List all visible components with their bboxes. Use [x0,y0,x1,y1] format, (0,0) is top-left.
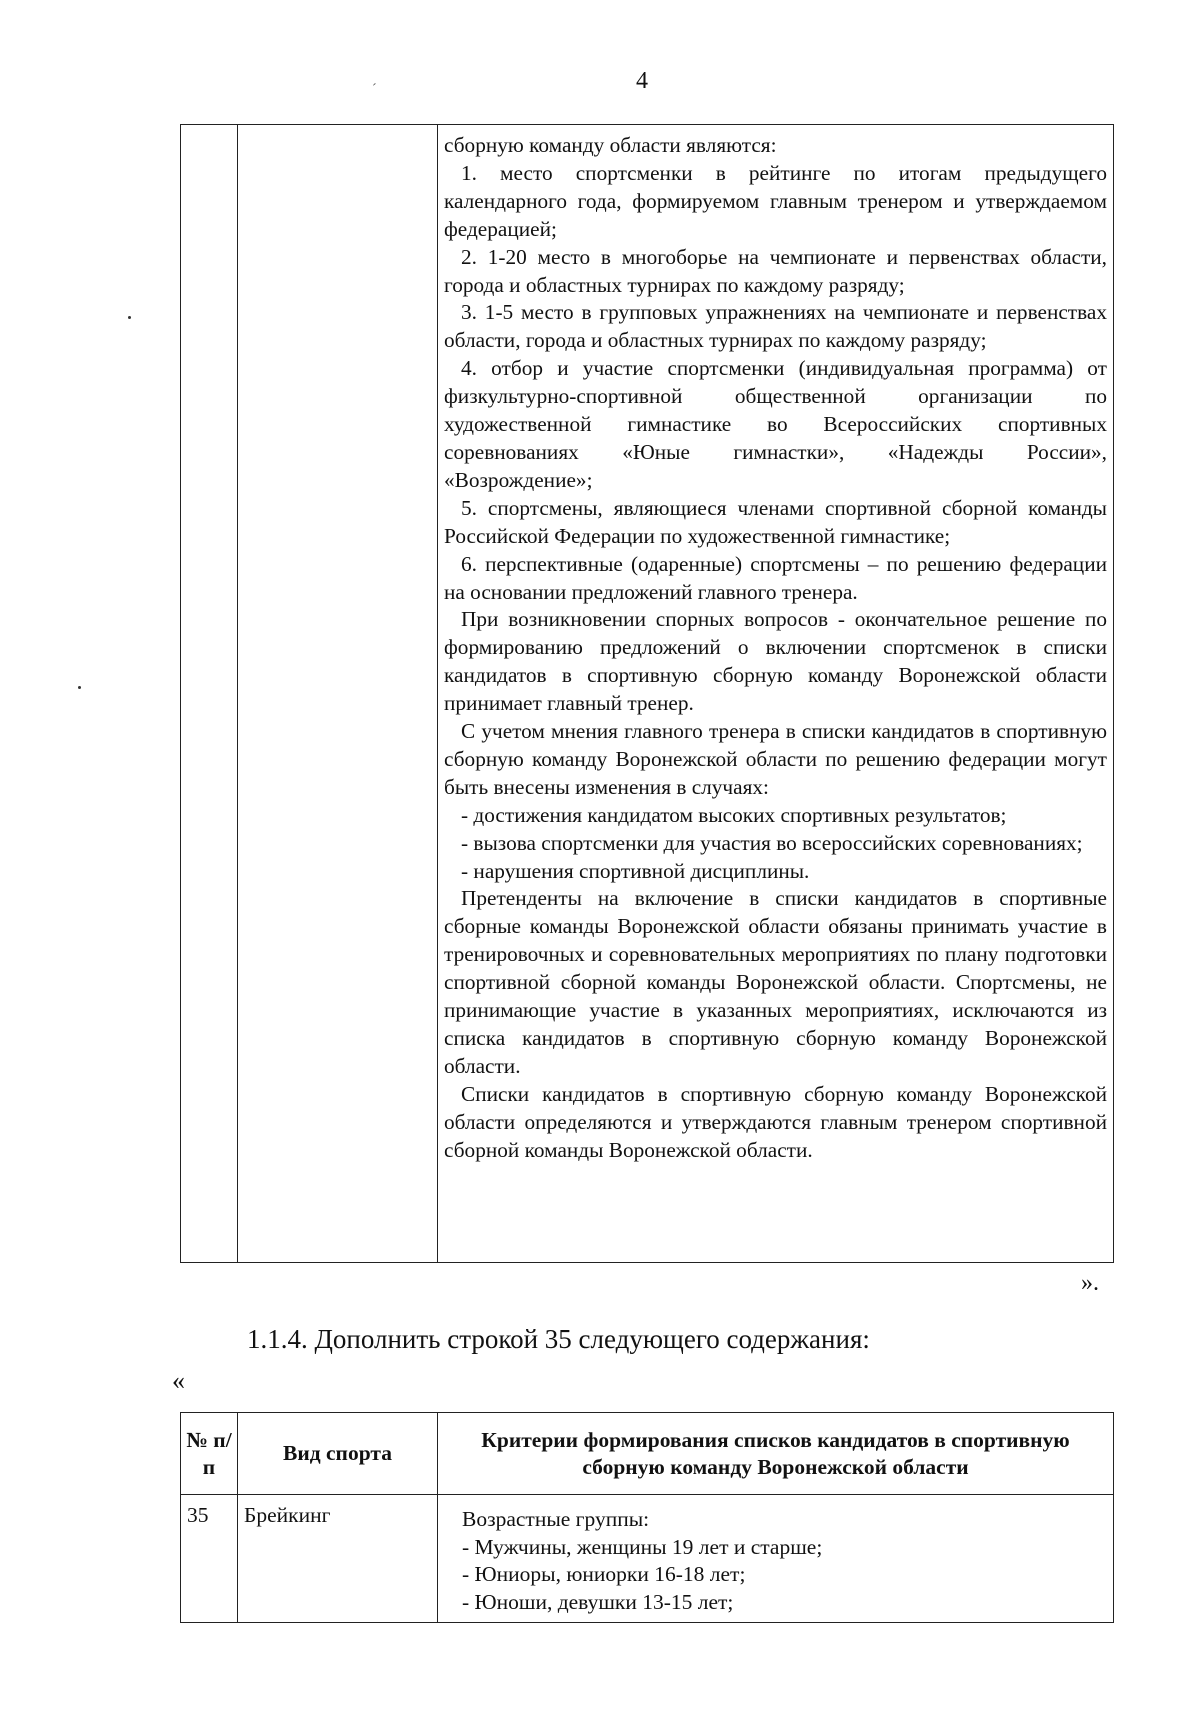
criteria-item: 6. перспективные (одаренные) спортсмены – по решению федерации на основании предложений главного тренера. [444,551,1107,604]
criteria-cell [438,125,1114,1263]
header-criteria: Критерии формирования списков кандидатов в спортивную сборную команду Воронежской области [438,1413,1114,1495]
criteria-paragraph: С учетом мнения главного тренера в списки кандидатов в спортивную сборную команду Воронежской области по решению федерации могут быть внесены изменения в случаях: [444,719,1107,799]
criteria-line: - Мужчины, женщины 19 лет и старше; [462,1534,823,1559]
opening-quote: « [172,1366,185,1395]
number-cell [181,125,238,1263]
criteria-line: сборную команду области являются: [444,133,777,157]
row-number: 35 [181,1495,238,1623]
scan-mark: ´ [372,82,377,97]
criteria-item: 5. спортсмены, являющиеся членами спортивной сборной команды Российской Федерации по художественной гимнастике; [444,495,1107,548]
table-row [181,125,1114,1263]
table-header-row [181,1413,1114,1495]
criteria-list-item: - нарушения спортивной дисциплины. [461,858,810,883]
criteria-paragraph: Списки кандидатов в спортивную сборную команду Воронежской области определяются и утверждаются главным тренером спортивной сборной команды Воронежской области. [444,1081,1107,1162]
sport-cell [238,125,438,1263]
closing-quote: ». [1081,1270,1099,1296]
criteria-item: 3. 1-5 место в групповых упражнениях на чемпионате и первенствах области, города и областных турнирах по каждому разряду; [444,300,1107,353]
scan-dot [128,316,131,319]
row-sport: Брейкинг [238,1495,438,1623]
criteria-item: 4. отбор и участие спортсменки (индивидуальная программа) от физкультурно-спортивной общественной организации по художественной гимнастике во Всероссийских спортивных соревнованиях «Юные гимнастки», «Надежды России», «Возрождение»; [444,356,1107,492]
criteria-paragraph: Претенденты на включение в списки кандидатов в спортивные сборные команды Воронежской области обязаны принимать участие в тренировочных и соревновательных мероприятиях по плану подготовки спортивной сборной команды Воронежской области. Спортсмены, не принимающие участие в указанных мероприятиях, исключаются из списка кандидатов в спортивную сборную команду Воронежской области. [444,886,1107,1078]
new-row-table [180,1412,1114,1623]
table-row [181,1495,1114,1623]
criteria-item: 1. место спортсменки в рейтинге по итогам предыдущего календарного года, формируемом главным тренером и утверждаемом федерацией; [444,160,1107,241]
page-number: 4 [636,68,648,94]
criteria-line: Возрастные группы: [462,1507,650,1531]
criteria-table-continuation [180,124,1114,1263]
row-criteria [438,1495,1114,1623]
scan-dot [78,686,81,689]
header-number: № п/п [181,1413,238,1495]
section-heading: 1.1.4. Дополнить строкой 35 следующего содержания: [247,1324,870,1354]
criteria-list-item: - вызова спортсменки для участия во всероссийских соревнованиях; [461,830,1083,855]
criteria-line: - Юноши, девушки 13-15 лет; [462,1589,734,1614]
criteria-list-item: - достижения кандидатом высоких спортивных результатов; [461,802,1007,827]
criteria-item: 2. 1-20 место в многоборье на чемпионате и первенствах области, города и областных турнирах по каждому разряду; [444,244,1107,297]
criteria-paragraph: При возникновении спорных вопросов - окончательное решение по формированию предложений о включении спортсменок в списки кандидатов в спортивную сборную команду Воронежской области принимает главный тренер. [444,607,1107,716]
criteria-line: - Юниоры, юниорки 16-18 лет; [462,1562,746,1586]
header-sport: Вид спорта [238,1413,438,1495]
